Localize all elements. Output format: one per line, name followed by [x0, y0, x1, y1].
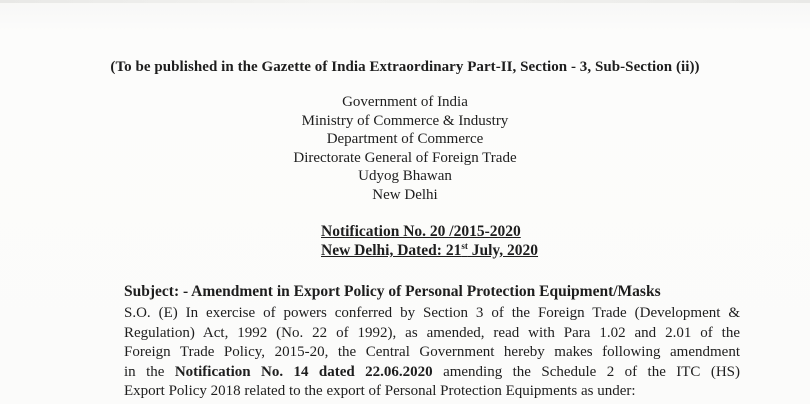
body-line-4 — [124, 363, 740, 383]
body-notification-reference: Notification No. 14 dated 22.06.2020 — [174, 363, 433, 380]
body-line-2: Regulation) Act, 1992 (No. 22 of 1992), as amended, read with Para 1.02 and 2.01 of the — [124, 324, 740, 341]
body-line-4-end: amending the Schedule 2 of the ITC (HS) — [432, 363, 741, 380]
authority-line-ministry: Ministry of Commerce & Industry — [301, 112, 509, 129]
authority-line-city: New Delhi — [372, 186, 438, 203]
issuing-authority-block — [0, 93, 810, 204]
authority-line-building: Udyog Bhawan — [358, 168, 452, 184]
notification-header — [321, 222, 538, 260]
body-paragraph — [124, 304, 740, 402]
notification-date-rest: July, 2020 — [467, 242, 539, 259]
notification-date-prefix: New Delhi, Dated: 21 — [321, 242, 462, 259]
notification-date-suffix: st — [461, 241, 468, 251]
gazette-note: (To be published in the Gazette of India Extraordinary Part-II, Section - 3, Sub-Section (ii)) — [110, 59, 700, 75]
body-line-3: Foreign Trade Policy, 2015-20, the Central Government hereby makes following amendment — [124, 344, 740, 360]
notification-number: Notification No. 20 /2015-2020 — [321, 223, 521, 240]
authority-line-directorate: Directorate General of Foreign Trade — [293, 149, 517, 166]
authority-line-government: Government of India — [342, 94, 468, 110]
notification-place-date — [321, 241, 538, 260]
page-top-edge — [0, 0, 810, 3]
subject-line: Subject: - Amendment in Export Policy of Personal Protection Equipment/Masks — [124, 283, 661, 300]
authority-line-department: Department of Commerce — [326, 131, 484, 147]
body-line-4-start: in the — [124, 363, 175, 380]
body-line-1: S.O. (E) In exercise of powers conferred by Section 3 of the Foreign Trade (Development & — [124, 305, 740, 321]
body-line-5: Export Policy 2018 related to the export of Personal Protection Equipments as under: — [124, 383, 636, 399]
